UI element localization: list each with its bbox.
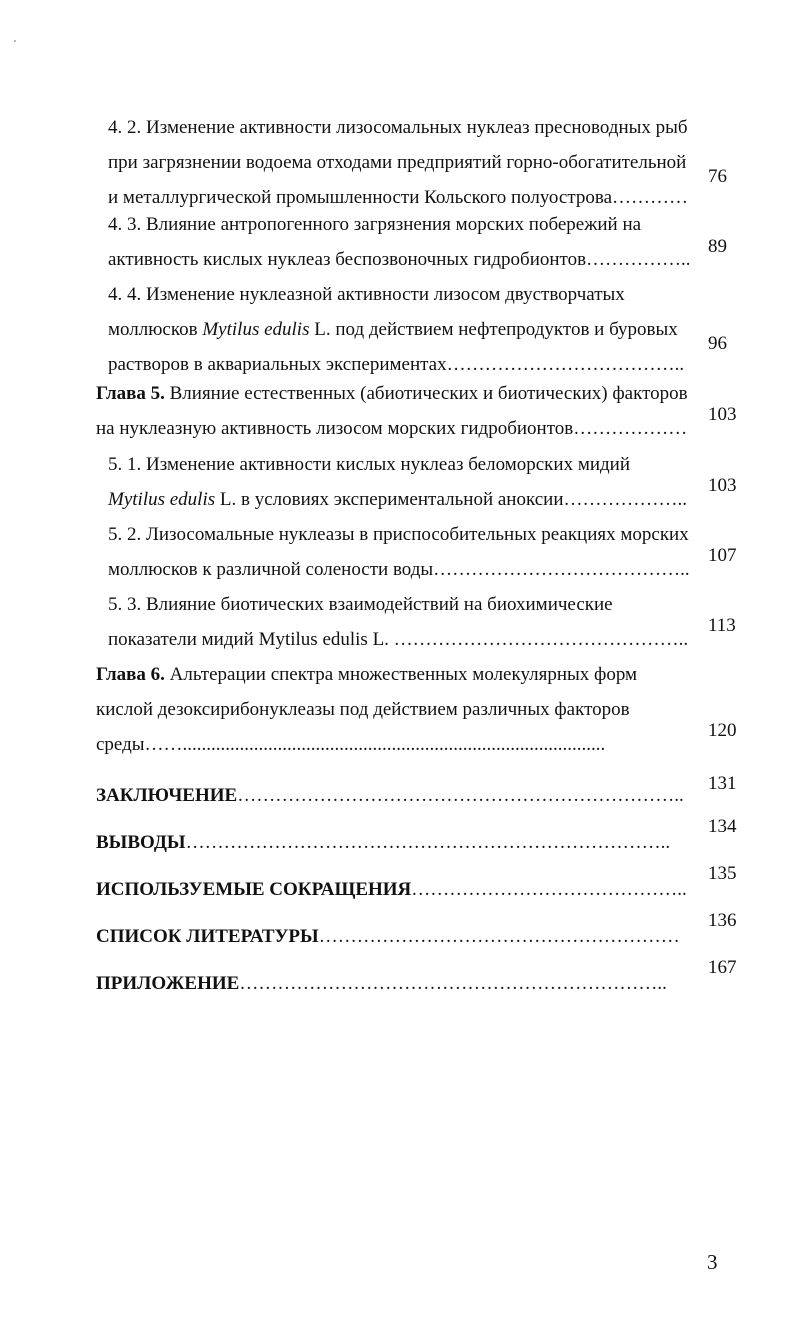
toc-line: [96, 919, 696, 954]
toc-line-part: L. в условиях экспериментальной аноксии………………..: [215, 489, 687, 510]
section-label: ПРИЛОЖЕНИЕ: [96, 973, 240, 994]
toc-page-number: 120: [708, 720, 737, 741]
chapter-label: Глава 5.: [96, 383, 165, 404]
toc-line-part: моллюсков: [108, 319, 203, 340]
toc-entry-text: [96, 657, 696, 762]
toc-line: показатели мидий Mytilus edulis L. ………………………………………..: [108, 629, 689, 650]
toc-entry-text: [96, 919, 696, 954]
toc-line-part: Альтерации спектра множественных молекулярных форм: [164, 664, 638, 685]
toc-line: [108, 482, 696, 517]
toc-entry-text: [108, 110, 696, 215]
toc-page-number: 113: [708, 615, 736, 636]
toc-line: [96, 778, 696, 813]
toc-line: кислой дезоксирибонуклеазы под действием различных факторов: [96, 699, 630, 720]
page-number: 3: [707, 1250, 718, 1274]
toc-line: среды…….........................................................................................: [96, 734, 606, 755]
leader-dots: ……………………………………………………………..: [237, 785, 684, 806]
section-label: ИСПОЛЬЗУЕМЫЕ СОКРАЩЕНИЯ: [96, 879, 412, 900]
chapter-label: Глава 6.: [96, 664, 165, 685]
toc-entry-text: [108, 277, 696, 382]
section-label: СПИСОК ЛИТЕРАТУРЫ: [96, 926, 319, 947]
toc-entry-text: [108, 517, 696, 587]
toc-entry-text: [96, 872, 696, 907]
species-name: Mytilus edulis: [202, 319, 310, 340]
toc-line: 5. 3. Влияние биотических взаимодействий на биохимические: [108, 594, 613, 615]
toc-line: 4. 4. Изменение нуклеазной активности лизосом двустворчатых: [108, 284, 625, 305]
toc-entry-text: [96, 966, 696, 1001]
toc-line: на нуклеазную активность лизосом морских гидробионтов………………: [96, 418, 688, 439]
toc-page-number: 89: [708, 236, 727, 257]
toc-line: активность кислых нуклеаз беспозвоночных гидробионтов……………..: [108, 249, 691, 270]
toc-page-number: 107: [708, 545, 737, 566]
toc-line: 5. 2. Лизосомальные нуклеазы в приспособительных реакциях морских: [108, 524, 689, 545]
leader-dots: …………………………………………………………..: [239, 973, 667, 994]
species-name: Mytilus edulis: [108, 489, 216, 510]
toc-entry-text: [96, 825, 696, 860]
toc-line: 5. 1. Изменение активности кислых нуклеаз беломорских мидий: [108, 454, 631, 475]
toc-entry-text: [96, 376, 696, 446]
toc-page-number: 167: [708, 957, 737, 978]
toc-line: [96, 376, 696, 411]
toc-page-number: 131: [708, 773, 737, 794]
toc-page-number: 134: [708, 816, 737, 837]
toc-entry-text: [96, 778, 696, 813]
toc-page-number: 135: [708, 863, 737, 884]
toc-line-part: L. под действием нефтепродуктов и буровых: [309, 319, 678, 340]
leader-dots: …………………………………………………………………..: [185, 832, 671, 853]
toc-line: растворов в аквариальных экспериментах………………………………..: [108, 354, 685, 375]
toc-line: [108, 312, 696, 347]
toc-page-number: 96: [708, 333, 727, 354]
toc-page-number: 136: [708, 910, 737, 931]
section-label: ВЫВОДЫ: [96, 832, 186, 853]
toc-line: 4. 3. Влияние антропогенного загрязнения морских побережий на: [108, 214, 642, 235]
leader-dots: ……………………………………..: [411, 879, 687, 900]
toc-line-part: Влияние естественных (абиотических и биотических) факторов: [164, 383, 688, 404]
toc-line: [96, 657, 696, 692]
scan-speck: [14, 40, 16, 42]
toc-line: [96, 825, 696, 860]
leader-dots: …………………………………………………: [318, 926, 680, 947]
toc-page-number: 76: [708, 166, 727, 187]
toc-entry-text: [108, 207, 696, 277]
section-label: ЗАКЛЮЧЕНИЕ: [96, 785, 238, 806]
toc-line: при загрязнении водоема отходами предприятий горно-обогатительной: [108, 152, 687, 173]
toc-line: и металлургической промышленности Кольского полуострова…………: [108, 187, 689, 208]
toc-entry-text: [108, 587, 696, 657]
toc-line: [96, 966, 696, 1001]
toc-page-number: 103: [708, 404, 737, 425]
toc-line: моллюсков к различной солености воды…………………………………..: [108, 559, 690, 580]
toc-line: 4. 2. Изменение активности лизосомальных нуклеаз пресноводных рыб: [108, 117, 688, 138]
toc-line: [96, 872, 696, 907]
toc-page-number: 103: [708, 475, 737, 496]
toc-entry-text: [108, 447, 696, 517]
